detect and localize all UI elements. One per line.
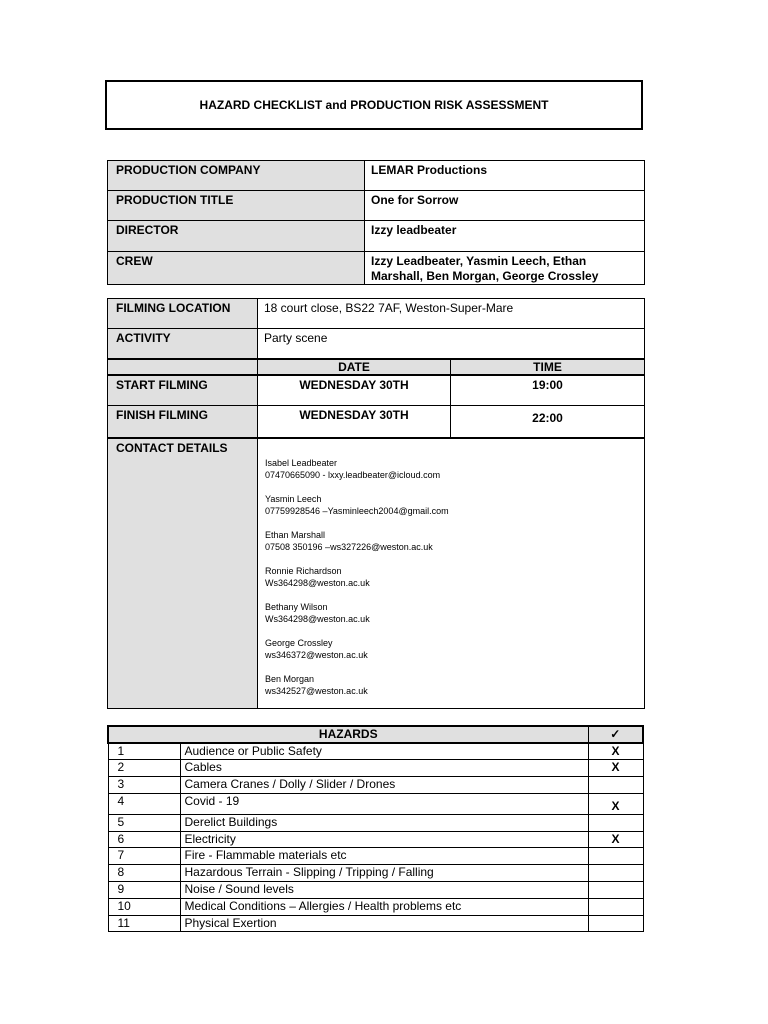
contact-detail: Ws364298@weston.ac.uk — [265, 577, 370, 588]
hazards-header: HAZARDS — [108, 726, 588, 743]
contact-detail: 07508 350196 –ws327226@weston.ac.uk — [265, 541, 433, 552]
start-time: 19:00 — [451, 375, 645, 406]
finish-time: 22:00 — [451, 406, 645, 438]
finish-date: WEDNESDAY 30TH — [258, 406, 451, 438]
contact-details-list — [258, 438, 645, 709]
contact-entry — [265, 673, 638, 697]
hazard-number: 7 — [108, 848, 180, 865]
activity-label: ACTIVITY — [108, 329, 258, 359]
director-value: Izzy leadbeater — [365, 221, 645, 252]
contact-detail: 07759928546 –Yasminleech2004@gmail.com — [265, 505, 449, 516]
hazard-label: Derelict Buildings — [180, 814, 588, 831]
crew-label: CREW — [108, 252, 365, 285]
hazard-row — [108, 898, 643, 915]
contact-entry — [265, 457, 638, 481]
contact-name: Bethany Wilson — [265, 601, 328, 612]
hazard-label: Camera Cranes / Dolly / Slider / Drones — [180, 777, 588, 794]
contact-details-label: CONTACT DETAILS — [108, 438, 258, 709]
hazard-label: Physical Exertion — [180, 915, 588, 932]
contact-name: George Crossley — [265, 637, 333, 648]
contact-details-row — [108, 438, 645, 709]
hazard-number: 3 — [108, 777, 180, 794]
header-spacer — [108, 359, 258, 375]
hazard-label: Medical Conditions – Allergies / Health problems etc — [180, 898, 588, 915]
hazards-table — [107, 725, 644, 932]
hazard-label: Noise / Sound levels — [180, 882, 588, 899]
filming-location-row — [108, 299, 645, 329]
hazard-number: 11 — [108, 915, 180, 932]
date-time-header-row — [108, 359, 645, 375]
hazard-number: 8 — [108, 865, 180, 882]
hazard-label: Hazardous Terrain - Slipping / Tripping / Falling — [180, 865, 588, 882]
hazard-number: 5 — [108, 814, 180, 831]
production-title-row — [108, 191, 645, 221]
time-header: TIME — [451, 359, 645, 375]
production-company-value: LEMAR Productions — [365, 161, 645, 191]
hazard-label: Fire - Flammable materials etc — [180, 848, 588, 865]
contact-name: Ben Morgan — [265, 673, 315, 684]
hazard-number: 9 — [108, 882, 180, 899]
contact-detail: ws346372@weston.ac.uk — [265, 649, 368, 660]
hazard-row — [108, 882, 643, 899]
production-info-table — [107, 160, 645, 285]
start-filming-row — [108, 375, 645, 406]
production-company-row — [108, 161, 645, 191]
start-date: WEDNESDAY 30TH — [258, 375, 451, 406]
hazard-label: Covid - 19 — [180, 793, 588, 814]
hazard-check — [588, 898, 643, 915]
finish-filming-label: FINISH FILMING — [108, 406, 258, 438]
hazard-number: 4 — [108, 793, 180, 814]
contact-name: Isabel Leadbeater — [265, 457, 338, 468]
hazard-row — [108, 814, 643, 831]
contact-name: Ethan Marshall — [265, 529, 326, 540]
director-label: DIRECTOR — [108, 221, 365, 252]
hazard-number: 2 — [108, 760, 180, 777]
contact-entry — [265, 565, 638, 589]
director-row — [108, 221, 645, 252]
hazard-check: X — [588, 760, 643, 777]
hazard-number: 1 — [108, 743, 180, 760]
hazard-row — [108, 777, 643, 794]
production-company-label: PRODUCTION COMPANY — [108, 161, 365, 191]
contact-entry — [265, 637, 638, 661]
hazard-row — [108, 760, 643, 777]
hazard-check — [588, 814, 643, 831]
start-filming-label: START FILMING — [108, 375, 258, 406]
activity-value: Party scene — [258, 329, 645, 359]
hazard-row — [108, 848, 643, 865]
filming-location-value: 18 court close, BS22 7AF, Weston-Super-Mare — [258, 299, 645, 329]
hazard-row — [108, 915, 643, 932]
hazard-row — [108, 831, 643, 848]
hazard-label: Audience or Public Safety — [180, 743, 588, 760]
hazard-row — [108, 743, 643, 760]
hazard-number: 6 — [108, 831, 180, 848]
hazards-header-row — [108, 726, 643, 743]
hazard-check — [588, 882, 643, 899]
location-schedule-table — [107, 298, 645, 709]
hazard-row — [108, 793, 643, 814]
hazard-check — [588, 865, 643, 882]
contact-entry — [265, 601, 638, 625]
hazard-check: X — [588, 831, 643, 848]
production-title-label: PRODUCTION TITLE — [108, 191, 365, 221]
contact-name: Yasmin Leech — [265, 493, 322, 504]
crew-row — [108, 252, 645, 285]
hazard-number: 10 — [108, 898, 180, 915]
crew-line-1: Izzy Leadbeater, Yasmin Leech, Ethan — [371, 254, 587, 268]
hazard-row — [108, 865, 643, 882]
activity-row — [108, 329, 645, 359]
filming-location-label: FILMING LOCATION — [108, 299, 258, 329]
crew-line-2: Marshall, Ben Morgan, George Crossley — [371, 269, 599, 283]
hazard-check — [588, 848, 643, 865]
hazard-check — [588, 777, 643, 794]
hazard-check — [588, 915, 643, 932]
document-title: HAZARD CHECKLIST and PRODUCTION RISK ASSESSMENT — [105, 80, 643, 130]
date-header: DATE — [258, 359, 451, 375]
finish-filming-row — [108, 406, 645, 438]
hazard-label: Cables — [180, 760, 588, 777]
contact-name: Ronnie Richardson — [265, 565, 342, 576]
contact-detail: ws342527@weston.ac.uk — [265, 685, 368, 696]
contact-entry — [265, 529, 638, 553]
production-title-value: One for Sorrow — [365, 191, 645, 221]
hazard-check: X — [588, 743, 643, 760]
hazard-label: Electricity — [180, 831, 588, 848]
contact-detail: 07470665090 - lxxy.leadbeater@icloud.com — [265, 469, 441, 480]
contact-entry — [265, 493, 638, 517]
check-header: ✓ — [588, 726, 643, 743]
contact-detail: Ws364298@weston.ac.uk — [265, 613, 370, 624]
hazard-check: X — [588, 793, 643, 814]
crew-value — [365, 252, 645, 285]
